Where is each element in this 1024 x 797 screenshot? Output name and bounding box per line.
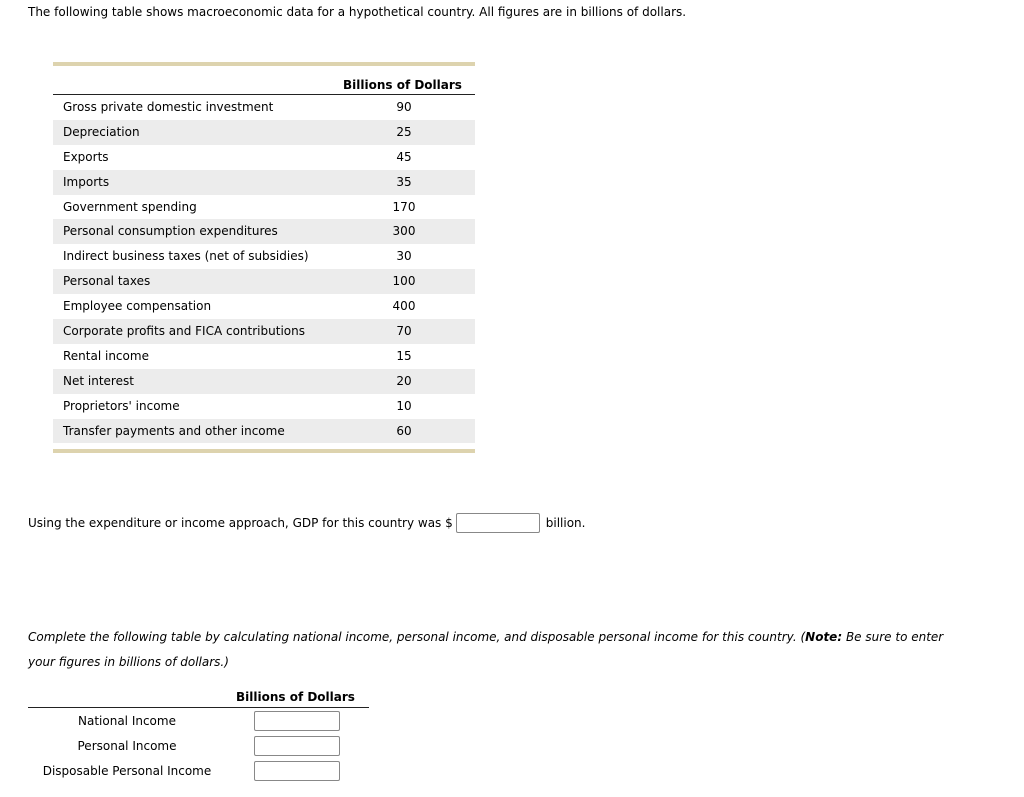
gdp-unit-text: billion. [545,516,586,530]
row-value: 10 [396,398,412,413]
row-value: 400 [392,299,416,314]
table-row [53,120,475,145]
personal-income-input[interactable] [254,736,340,756]
row-label: Employee compensation [63,299,212,314]
row-label: Transfer payments and other income [63,423,285,438]
table-row [53,195,475,220]
answer-table [28,688,369,783]
row-label: Indirect business taxes (net of subsidies) [63,249,309,264]
table-bottom-rule [53,449,475,453]
row-value: 170 [392,199,416,214]
table-row [53,294,475,319]
answer-row-label: Disposable Personal Income [42,764,212,778]
answer-row-national-income [28,708,369,733]
gdp-input[interactable] [456,513,540,533]
answer-row-label: Personal Income [77,739,177,753]
gdp-question [28,513,585,533]
row-value: 90 [396,100,412,114]
row-value: 25 [396,124,412,139]
row-value: 300 [392,224,416,239]
row-value: 60 [396,423,412,438]
note-label: Note: [805,630,843,644]
column-header-label: Billions of Dollars [343,78,462,92]
row-label: Government spending [63,199,197,214]
table-row [53,95,475,120]
table-column-header [53,66,475,95]
table-row [53,244,475,269]
table-row [53,369,475,394]
intro-text: The following table shows macroeconomic data for a hypothetical country. All figures are in billions of dollars. [28,5,687,19]
row-value: 35 [396,174,412,189]
note-text: Be sure to enter your figures in billions of dollars.) [28,630,944,669]
row-label: Net interest [63,373,134,388]
table-row [53,394,475,419]
macro-data-table [53,62,475,453]
instructions-main: Complete the following table by calculating national income, personal income, and disposable personal income for this country. ( [28,630,806,644]
table-row [53,319,475,344]
answer-column-header-label: Billions of Dollars [236,690,355,704]
row-label: Gross private domestic investment [63,100,274,114]
row-value: 20 [396,373,412,388]
table-row [53,419,475,444]
row-label: Depreciation [63,124,140,139]
disposable-personal-income-input[interactable] [254,761,340,781]
table-body [53,95,475,443]
gdp-question-text: Using the expenditure or income approach, GDP for this country was $ [28,516,453,530]
table-row [53,269,475,294]
row-value: 15 [396,348,412,363]
answer-row-disposable-personal-income [28,758,369,783]
answer-row-personal-income [28,733,369,758]
answer-row-label: National Income [78,714,176,728]
row-label: Proprietors' income [63,398,180,413]
answer-table-header [28,688,369,708]
table-row [53,170,475,195]
table-row [53,219,475,244]
table-row [53,344,475,369]
row-value: 45 [396,149,412,164]
row-value: 70 [396,324,412,339]
row-value: 30 [396,249,412,264]
row-label: Imports [63,174,110,189]
row-label: Corporate profits and FICA contributions [63,324,305,339]
row-value: 100 [392,274,416,289]
national-income-input[interactable] [254,711,340,731]
table-row [53,145,475,170]
instructions-text [28,625,968,675]
row-label: Exports [63,149,109,164]
row-label: Personal consumption expenditures [63,224,278,239]
row-label: Personal taxes [63,274,151,289]
row-label: Rental income [63,348,149,363]
